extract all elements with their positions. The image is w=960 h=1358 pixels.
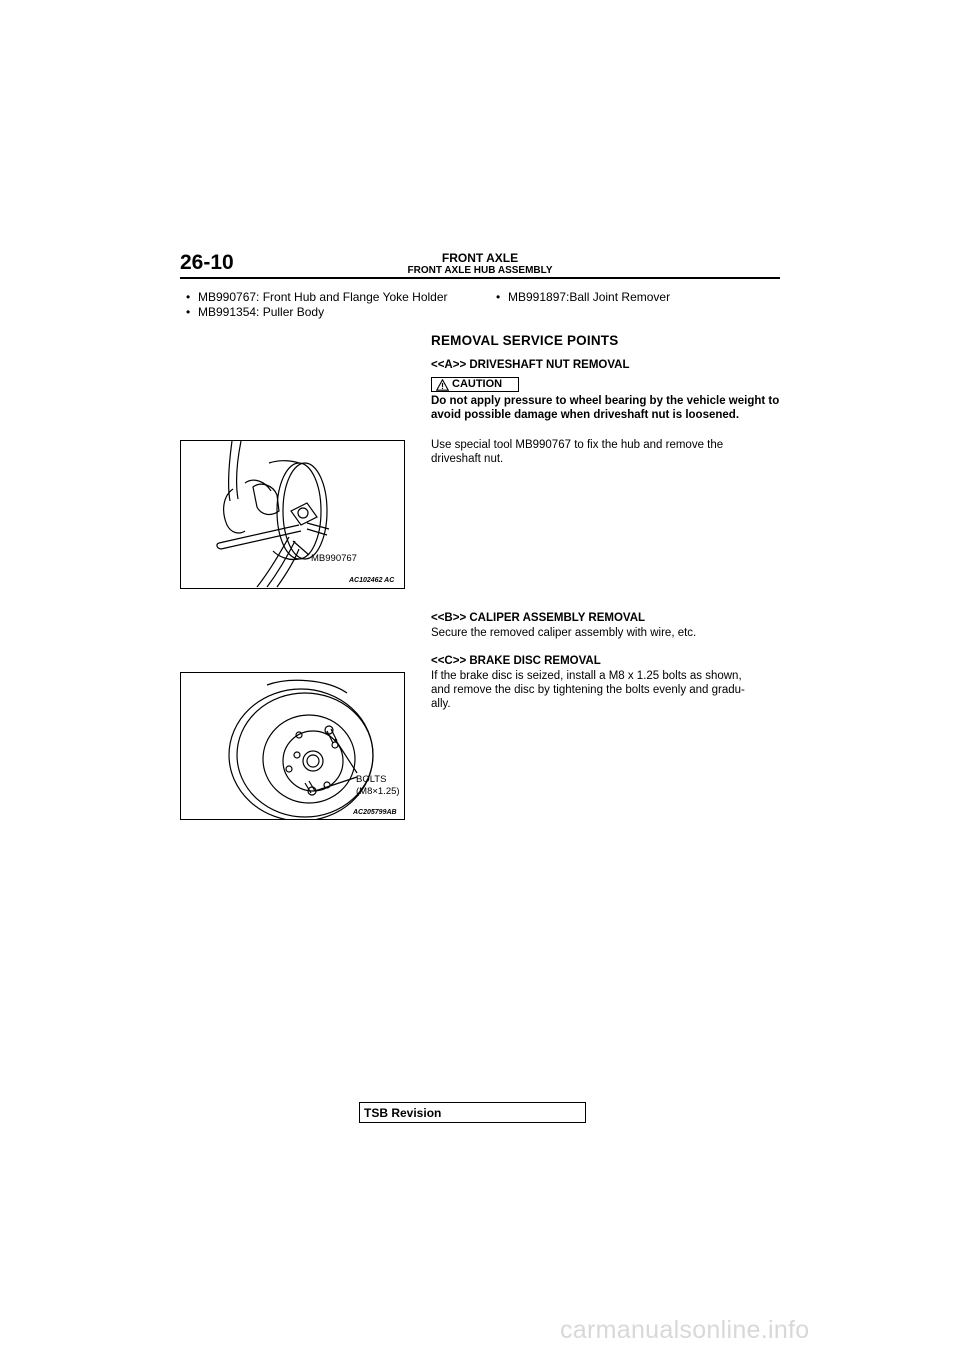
step-b-heading: <<B>> CALIPER ASSEMBLY REMOVAL [431, 612, 646, 624]
header-subtitle: FRONT AXLE HUB ASSEMBLY [407, 265, 553, 276]
figure-driveshaft-nut-removal [180, 440, 405, 589]
hub-holder-illustration [181, 441, 404, 588]
brake-disc-illustration [181, 673, 404, 819]
figure2-bolts-size: (M8×1.25) [356, 786, 400, 797]
step-c-body-line: If the brake disc is seized, install a M8 x 1.25 bolts as shown, [431, 670, 742, 682]
figure1-code: AC102462 AC [349, 577, 395, 584]
bullet-icon: • [186, 305, 191, 319]
figure-brake-disc-removal [180, 672, 405, 820]
figure2-code: AC205799AB [353, 809, 397, 816]
step-c-body-line: ally. [431, 698, 451, 710]
tool-list-item: • MB990767: Front Hub and Flange Yoke Holder [186, 290, 448, 304]
step-a-body-line: driveshaft nut. [431, 453, 504, 465]
step-c-body-line: and remove the disc by tightening the bolts evenly and gradu- [431, 684, 745, 696]
bullet-icon: • [496, 290, 501, 304]
step-b-body: Secure the removed caliper assembly with wire, etc. [431, 627, 697, 639]
tool-list-item: • MB991354: Puller Body [186, 305, 325, 319]
step-a-body-line: Use special tool MB990767 to fix the hub and remove the [431, 439, 724, 451]
step-a-heading: <<A>> DRIVESHAFT NUT REMOVAL [431, 359, 630, 371]
caution-label: CAUTION [452, 378, 503, 390]
watermark: carmanualsonline.info [560, 1316, 810, 1344]
header-title: FRONT AXLE [441, 251, 519, 265]
tsb-revision-box [359, 1102, 586, 1123]
page-number: 26-10 [180, 251, 234, 274]
tsb-revision-label: TSB Revision [364, 1106, 442, 1120]
header-rule [180, 277, 780, 279]
section-title: REMOVAL SERVICE POINTS [431, 333, 619, 348]
bullet-icon: • [186, 290, 191, 304]
figure1-tool-label: MB990767 [311, 553, 357, 564]
step-c-heading: <<C>> BRAKE DISC REMOVAL [431, 655, 601, 667]
caution-box [431, 377, 519, 392]
caution-text: Do not apply pressure to wheel bearing by the vehicle weight to avoid possible damage when driveshaft nut is loosened. [431, 395, 780, 421]
tool-list-item: • MB991897:Ball Joint Remover [496, 290, 671, 304]
figure2-bolts-label: BOLTS [356, 774, 387, 785]
warning-icon [436, 379, 449, 391]
